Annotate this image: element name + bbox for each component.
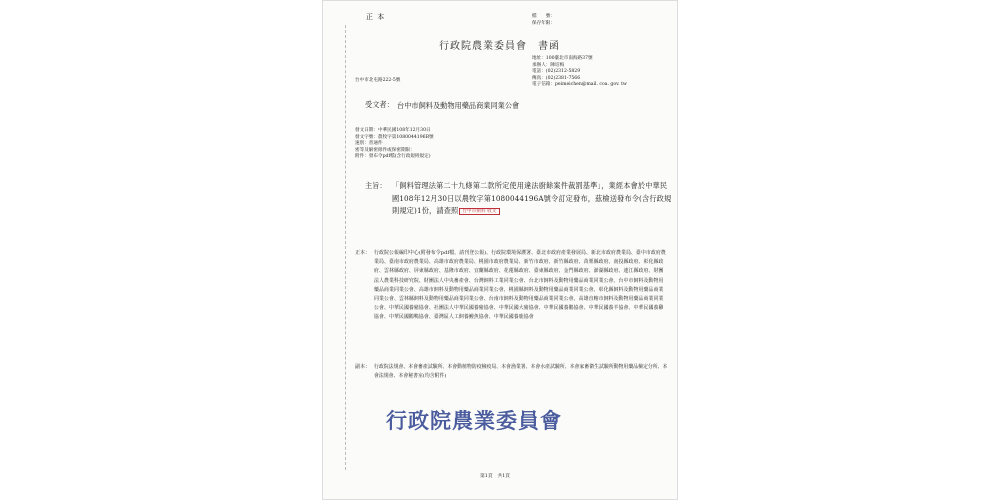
recipient-address: 台中市北屯路222-5號 xyxy=(355,78,401,83)
contact-person: 承辦人：陳培梅 xyxy=(532,62,565,68)
file-info xyxy=(532,14,555,27)
recipient-name: 台中市飼料及動物用藥品商業同業公會 xyxy=(397,101,520,110)
sender-address: 地址：100臺北市南海路37號 xyxy=(532,56,593,61)
fax: 傳真：(02)2381-7566 xyxy=(532,75,581,81)
issue-number: 發文字號：農牧字第1080044196B號 xyxy=(355,134,434,140)
attachment: 附件：發布令pdf檔(含行政規則規定) xyxy=(355,154,431,159)
email: 電子信箱：peimeichen@mail. coa. gov. tw xyxy=(532,82,627,87)
copy-label: 副本： xyxy=(355,364,371,370)
doc-type: 正 本 xyxy=(366,13,386,21)
subject xyxy=(392,180,672,218)
security-level: 密等及解密條件或保密期限： xyxy=(355,147,415,153)
subject-label: 主旨： xyxy=(365,181,387,190)
cc-label: 正本： xyxy=(355,250,371,256)
document-page xyxy=(322,0,678,500)
file-number: 檔 號： xyxy=(532,14,555,19)
phone: 電話：(02)2312-5829 xyxy=(532,69,581,74)
page-title: 行政院農業委員會 書函 xyxy=(439,41,560,52)
issue-date: 發文日期：中華民國108年12月30日 xyxy=(355,128,431,133)
subject-text: 「飼料管理法第二十九條第二款所定使用違法廚餘案件裁罰基準」，業經本會於中華民國108年12月30日以農牧字第1080044196A號令訂定發布，茲檢送發布令(含行政規則規定)1份，請查照 xyxy=(392,181,672,215)
recipient-label: 受文者： xyxy=(365,100,394,109)
agency-signature: 行政院農業委員會 xyxy=(386,409,562,433)
delivery-type: 速別：普通件 xyxy=(355,141,383,146)
sender-info xyxy=(532,56,627,89)
received-stamp: 台中市飼料 收文 xyxy=(459,208,499,215)
copy-recipients: 行政院法規會、本會畜產試驗所、本會動植物防疫檢疫局、本會漁業署、本會水產試驗所、本會家畜衛生試驗所動物用藥品檢定分所、本會法規會、本會秘書室(均含附件) xyxy=(374,364,668,380)
retention-period: 保存年限： xyxy=(532,20,555,26)
page-footer: 第1頁 共1頁 xyxy=(480,474,511,479)
cc-recipients: 行政院公報編印中心(附發布令pdf檔，請刊登公報)、行政院環境保護署、臺北市政府產業發展局、新北市政府農業局、臺中市政府農業局、臺南市政府農業局、高雄市政府農業局、桃園市政府農業局、新竹市政府、新竹縣政府、苗栗縣政府、南投縣政府、彰化縣政府、雲林縣政府、屏東縣政府、基隆市政府、宜蘭縣政府、花蓮縣政府、臺東縣政府、金門縣政府、澎湖縣政府、連江縣政府、財團法人農業科技研究院、財團法人中央畜產會、台灣飼料工業同業公會、台北市飼料及動物用藥品商業同業公會、台中市飼料及動物用藥品商業同業公會、高雄市飼料及動物用藥品商業同業公會、桃園縣飼料及動物用藥品商業同業公會、彰化縣飼料及動物用藥品商業同業公會、雲林縣飼料及動物用藥品商業同業公會、台南市飼料及動物用藥品商業同業公會、高雄直轄市飼料及動物用藥品商業同業公會、中華民國養豬協會、社團法人中華民國養豬協會、中華民國大豬協會、中華民國養鵝協會、中華民國養羊協會、中華民國養雞協會、中華民國鵝鴨協會、臺灣區人工飼養鰻魚協會、中華民國養鹿協會 xyxy=(374,250,666,321)
document-meta xyxy=(355,128,434,161)
binding-line xyxy=(345,25,346,470)
